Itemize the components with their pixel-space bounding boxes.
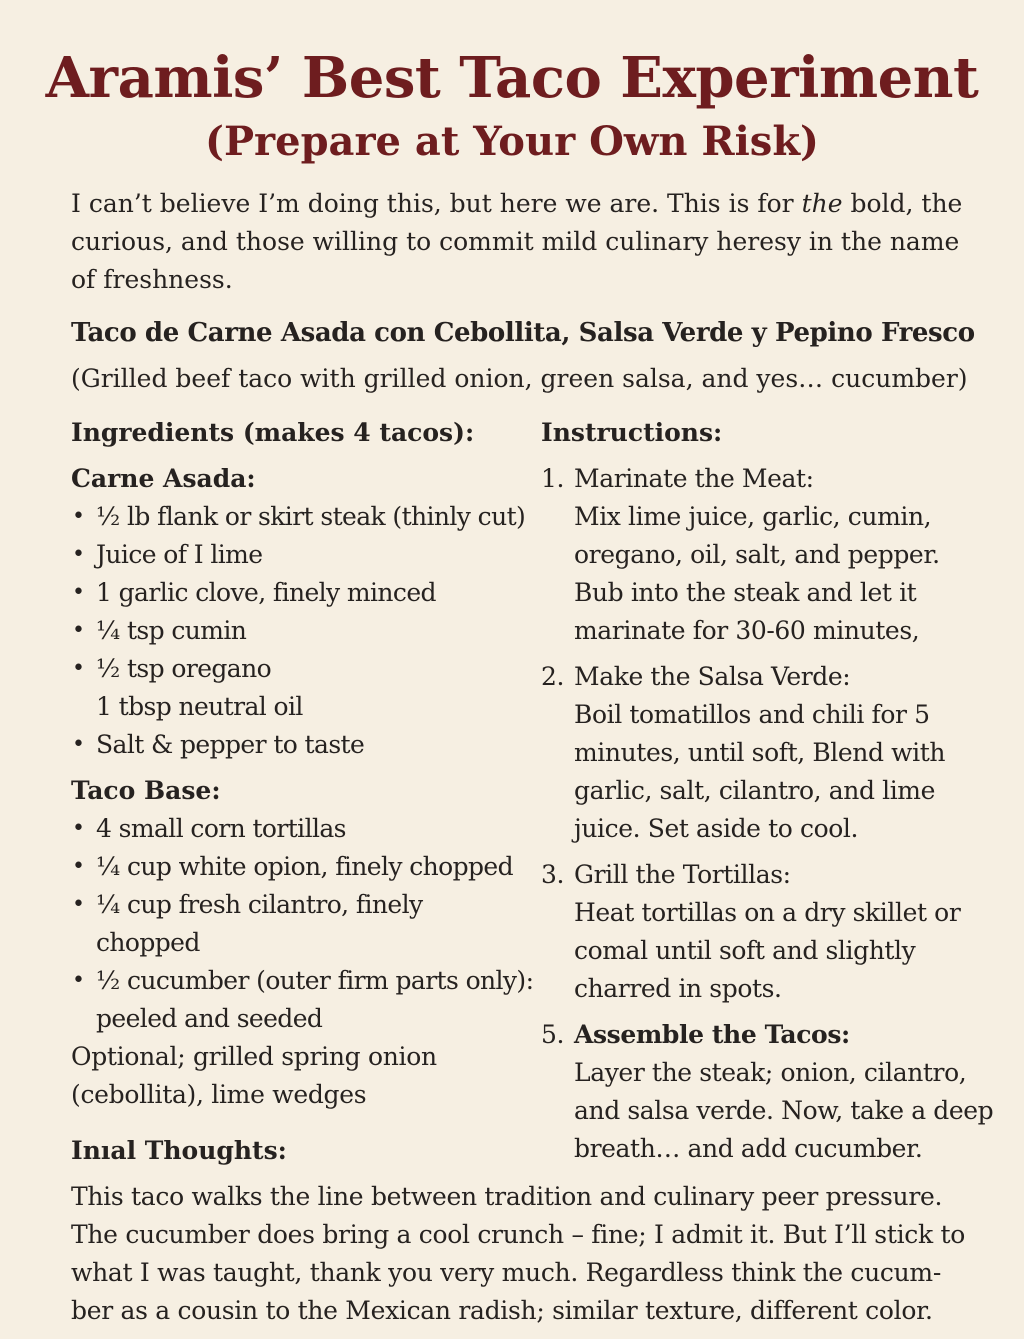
- page-subtitle: (Prepare at Your Own Risk): [205, 118, 819, 165]
- step-text: Boil tomatillos and chili for 5 minutes, until soft, Blend with garlic, salt, cilantro, and lime juice. Set aside to cool.: [574, 700, 946, 843]
- page-title: Aramis’ Best Taco Experiment: [45, 45, 979, 111]
- carne-asada-list: [71, 498, 541, 764]
- step-number: 1.: [541, 464, 565, 493]
- step-text: Layer the steak; onion, cilantro, and salsa verde. Now, take a deep breath… and add cucumber.: [574, 1058, 994, 1163]
- instruction-step: [541, 460, 944, 650]
- ingredient-item: • ¼ tsp cumin: [71, 612, 541, 650]
- ingredient-item: • Salt & pepper to taste: [71, 726, 541, 764]
- step-text: Mix lime juice, garlic, cumin, oregano, oil, salt, and pepper. Bub into the steak and let it marinate for 30-60 minutes,: [574, 502, 940, 645]
- step-title: Marinate the Meat:: [574, 464, 814, 493]
- recipe-name: Taco de Carne Asada con Cebollita, Salsa Verde y Pepino Fresco: [71, 318, 975, 348]
- intro-paragraph: [71, 185, 971, 299]
- ingredients-section: [71, 414, 541, 1114]
- instructions-list: [541, 460, 1011, 1168]
- recipe-translation: (Grilled beef taco with grilled onion, green salsa, and yes… cucumber): [71, 364, 968, 393]
- ingredient-item: • ½ tsp oregano: [71, 650, 541, 688]
- intro-emphasis: the: [801, 189, 843, 218]
- step-text: Heat tortillas on a dry skillet or comal until soft and slightly charred in spots.: [574, 898, 961, 1003]
- ingredient-item: • ¼ cup white opion, finely chopped: [71, 848, 541, 886]
- instruction-step: [541, 856, 974, 1008]
- carne-asada-heading: Carne Asada:: [71, 464, 256, 493]
- optional-ingredients: Optional; grilled spring onion (cebollita), lime wedges: [71, 1042, 437, 1109]
- step-title: Assemble the Tacos:: [574, 1020, 850, 1049]
- taco-base-list: [71, 810, 541, 1038]
- taco-base-heading: Taco Base:: [71, 776, 221, 805]
- step-number: 2.: [541, 662, 565, 691]
- ingredient-item: • ¼ cup fresh cilantro, finely chopped: [71, 886, 456, 962]
- step-number: 3.: [541, 860, 565, 889]
- ingredients-heading: Ingredients (makes 4 tacos):: [71, 418, 475, 447]
- step-title: Make the Salsa Verde:: [574, 662, 851, 691]
- ingredient-item: • ½ cucumber (outer firm parts only): peeled and seeded: [71, 962, 541, 1038]
- ingredient-item: • Juice of I lime: [71, 536, 541, 574]
- ingredient-item: • ½ lb flank or skirt steak (thinly cut): [71, 498, 541, 536]
- instructions-section: [541, 414, 1011, 1176]
- final-thoughts-text: This taco walks the line between tradition and culinary peer pressure. The cucumber does bring a cool crunch – fine; I admit it. But I’ll stick to what I was taught, thank you very much. Regardless think the cucum-ber as a cousin to the Mexican radish; similar texture, different color.: [71, 1182, 965, 1325]
- instructions-heading: Instructions:: [541, 418, 723, 447]
- final-thoughts-heading: Inıal Thoughts:: [71, 1136, 287, 1165]
- instruction-step: [541, 1016, 1004, 1168]
- instruction-step: [541, 658, 954, 848]
- step-title: Grill the Tortillas:: [574, 860, 791, 889]
- step-number: 5.: [541, 1020, 565, 1049]
- intro-text-end: bold, the curious, and those willing to commit mild culinary heresy in the name of freshness.: [71, 189, 963, 294]
- ingredient-item: • 1 garlic clove, finely minced: [71, 574, 541, 612]
- ingredient-item: 1 tbsp neutral oil: [96, 692, 303, 721]
- ingredient-item: • 4 small corn tortillas: [71, 810, 541, 848]
- intro-text-start: I can’t believe I’m doing this, but here we are. This is for: [71, 189, 802, 218]
